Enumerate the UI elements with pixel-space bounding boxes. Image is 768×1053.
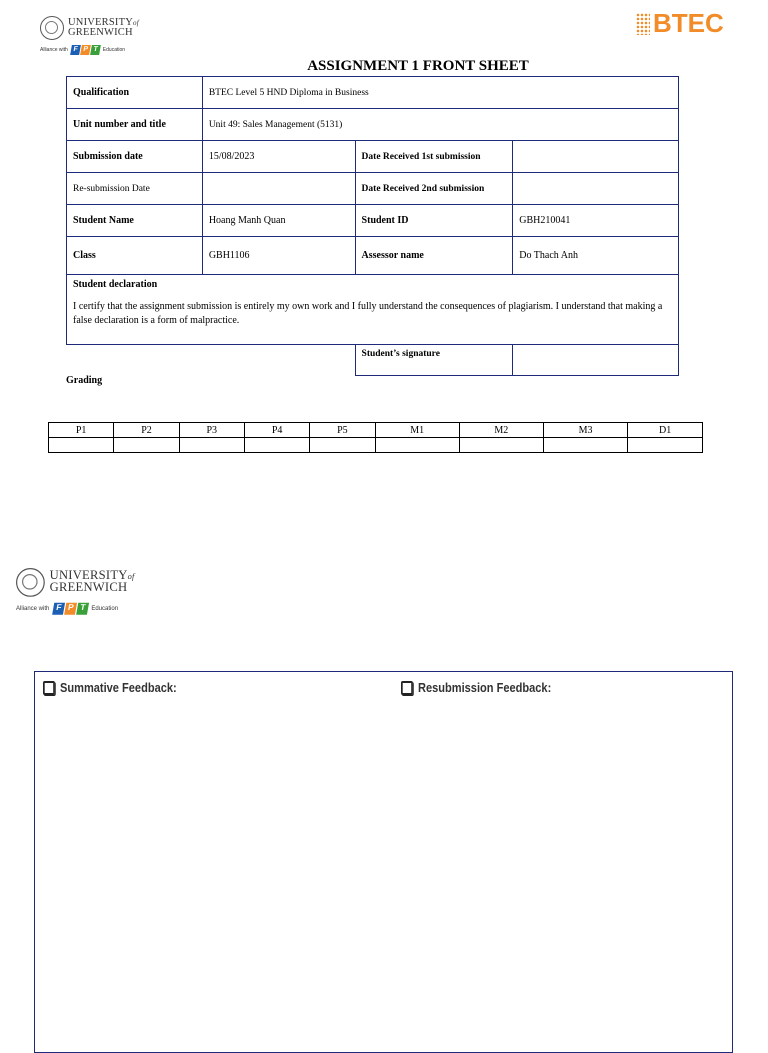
signature-spacer (67, 345, 356, 376)
declaration-label: Student declaration (73, 279, 158, 290)
student-id-value: GBH210041 (513, 205, 679, 237)
grade-header: M1 (375, 423, 459, 438)
date-received-1-label: Date Received 1st submission (355, 141, 513, 173)
grade-cell[interactable] (114, 438, 179, 453)
front-sheet-table (66, 76, 679, 376)
grade-cell[interactable] (543, 438, 627, 453)
btec-logo: BTEC (636, 8, 724, 39)
grade-header: P2 (114, 423, 179, 438)
grade-cell[interactable] (179, 438, 244, 453)
grade-header: P5 (310, 423, 375, 438)
resubmission-feedback-heading (401, 680, 551, 695)
assessor-label: Assessor name (355, 237, 513, 275)
qualification-label: Qualification (67, 77, 203, 109)
alliance-fpt: Alliance with F P T Education (16, 603, 135, 615)
grading-label: Grading (66, 375, 103, 386)
resubmission-date-label: Re-submission Date (67, 173, 203, 205)
checkbox-icon[interactable] (401, 681, 413, 695)
class-value: GBH1106 (202, 237, 355, 275)
unit-label: Unit number and title (67, 109, 203, 141)
crest-icon (16, 568, 45, 597)
grade-cell[interactable] (244, 438, 309, 453)
grade-header: M2 (459, 423, 543, 438)
signature-label: Student’s signature (355, 345, 513, 376)
date-received-2-value[interactable] (513, 173, 679, 205)
declaration-text: I certify that the assignment submission is entirely my own work and I fully understand the consequences of plagiarism. I understand that making a false declaration is a form of malpractice. (73, 301, 663, 326)
grade-header: M3 (543, 423, 627, 438)
grade-header: P1 (49, 423, 114, 438)
university-logo: UNIVERSITYof GREENWICH Alliance with F P T Education (40, 17, 139, 53)
fpt-logo: F P T (53, 603, 88, 615)
declaration-cell (67, 275, 679, 345)
grade-header: P4 (244, 423, 309, 438)
btec-dots-icon (636, 13, 650, 35)
unit-value: Unit 49: Sales Management (5131) (202, 109, 678, 141)
grading-table (48, 422, 703, 453)
feedback-box (34, 671, 733, 1053)
grade-cell[interactable] (375, 438, 459, 453)
grade-header: P3 (179, 423, 244, 438)
assessor-value: Do Thach Anh (513, 237, 679, 275)
qualification-value: BTEC Level 5 HND Diploma in Business (202, 77, 678, 109)
grade-cell[interactable] (49, 438, 114, 453)
date-received-1-value[interactable] (513, 141, 679, 173)
resubmission-date-value[interactable] (202, 173, 355, 205)
date-received-2-label: Date Received 2nd submission (355, 173, 513, 205)
student-name-label: Student Name (67, 205, 203, 237)
checkbox-icon[interactable] (43, 681, 55, 695)
submission-date-label: Submission date (67, 141, 203, 173)
resubmission-feedback-label: Resubmission Feedback: (418, 680, 552, 695)
alliance-fpt: Alliance with F P T Education (40, 46, 126, 53)
class-label: Class (67, 237, 203, 275)
crest-icon (40, 16, 64, 40)
student-id-label: Student ID (355, 205, 513, 237)
signature-value[interactable] (513, 345, 679, 376)
grade-cell[interactable] (310, 438, 375, 453)
summative-feedback-label: Summative Feedback: (60, 680, 177, 695)
grade-header: D1 (628, 423, 703, 438)
fpt-logo: F P T (71, 45, 100, 55)
summative-feedback-heading (43, 680, 177, 695)
grade-cell[interactable] (459, 438, 543, 453)
page-title: ASSIGNMENT 1 FRONT SHEET (307, 58, 529, 74)
submission-date-value: 15/08/2023 (202, 141, 355, 173)
student-name-value: Hoang Manh Quan (202, 205, 355, 237)
university-logo-2: UNIVERSITYof GREENWICH Alliance with F P T Education (16, 568, 135, 615)
grade-cell[interactable] (628, 438, 703, 453)
